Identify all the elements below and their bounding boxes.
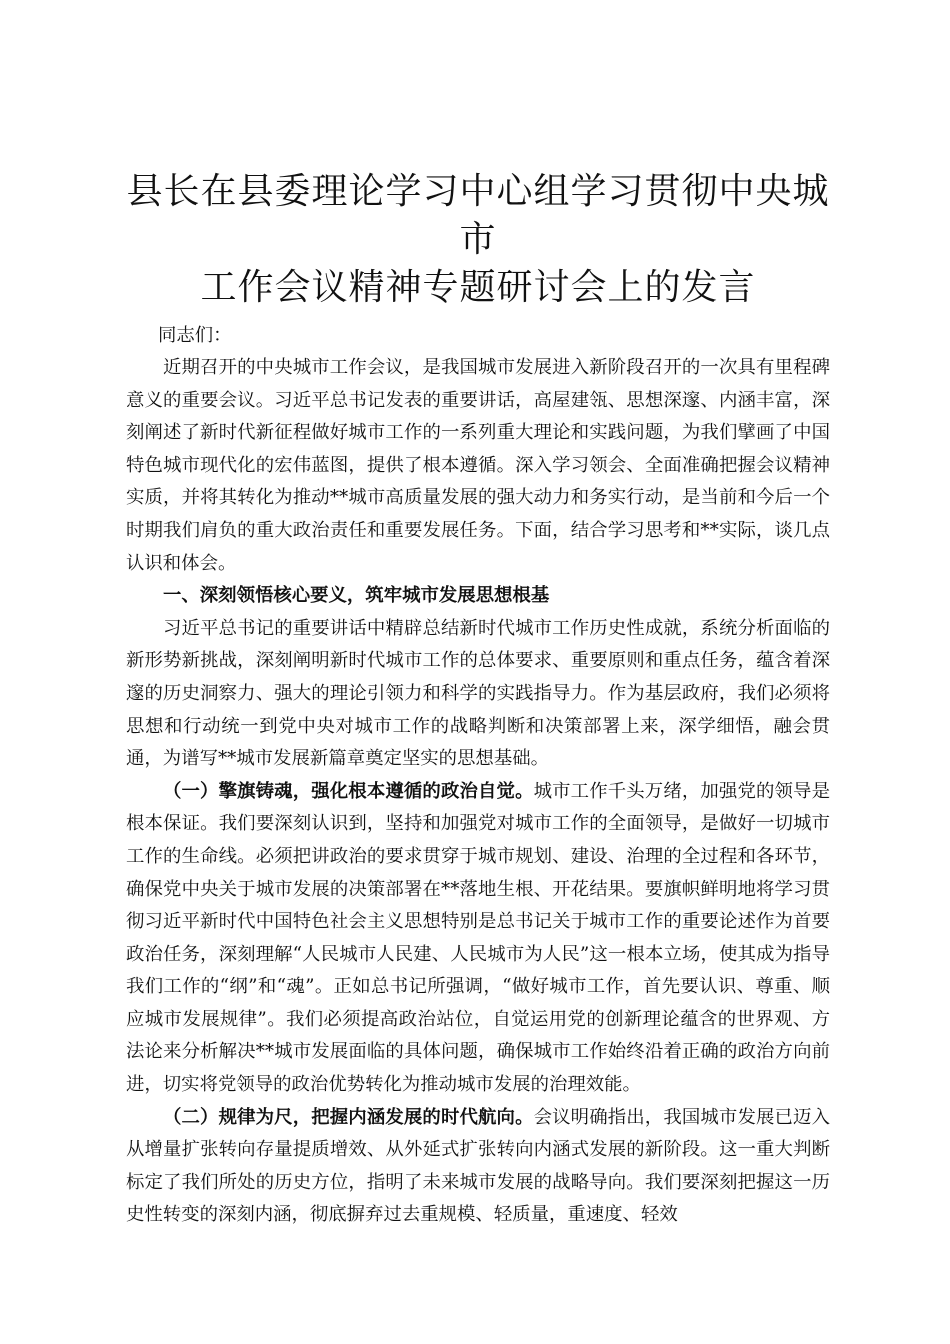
title-line-2: 工作会议精神专题研讨会上的发言 [200, 267, 756, 308]
subsection-1-paragraph [126, 776, 830, 1102]
section-1-heading: 一、深刻领悟核心要义，筑牢城市发展思想根基 [163, 585, 550, 607]
section-1-paragraph: 习近平总书记的重要讲话中精辟总结新时代城市工作历史性成就，系统分析面临的新形势新挑战，深刻阐明新时代城市工作的总体要求、重要原则和重点任务，蕴含着深邃的历史洞察力、强大的理论引领力和科学的实践指导力。作为基层政府，我们必须将思想和行动统一到党中央对城市工作的战略判断和决策部署上来，深学细悟，融会贯通，为谱写**城市发展新篇章奠定坚实的思想基础。 [126, 617, 830, 770]
subsection-1-lead: （一）擎旗铸魂，强化根本遵循的政治自觉。 [163, 780, 534, 802]
intro-paragraph: 近期召开的中央城市工作会议，是我国城市发展进入新阶段召开的一次具有里程碑意义的重要会议。习近平总书记发表的重要讲话，高屋建瓴、思想深邃、内涵丰富，深刻阐述了新时代新征程做好城市工作的一系列重大理论和实践问题，为我们擘画了中国特色城市现代化的宏伟蓝图，提供了根本遵循。深入学习领会、全面准确把握会议精神实质，并将其转化为推动**城市高质量发展的强大动力和务实行动，是当前和今后一个时期我们肩负的重大政治责任和重要发展任务。下面，结合学习思考和**实际，谈几点认识和体会。 [126, 357, 830, 574]
subsection-2-paragraph [126, 1102, 830, 1232]
subsection-2-body: 会议明确指出，我国城市发展已迈入从增量扩张转向存量提质增效、从外延式扩张转向内涵式发展的新阶段。这一重大判断标定了我们所处的历史方位，指明了未来城市发展的战略导向。我们要深刻把握这一历史性转变的深刻内涵，彻底摒弃过去重规模、轻质量，重速度、轻效 [126, 1106, 830, 1226]
salutation: 同志们： [158, 325, 232, 346]
title-line-1: 县长在县委理论学习中心组学习贯彻中央城市 [126, 171, 830, 260]
document-title [126, 168, 830, 312]
document-page [126, 168, 830, 1232]
subsection-1-body: 城市工作千头万绪，加强党的领导是根本保证。我们要深刻认识到，坚持和加强党对城市工作的全面领导，是做好一切城市工作的生命线。必须把讲政治的要求贯穿于城市规划、建设、治理的全过程和各环节，确保党中央关于城市发展的决策部署在**落地生根、开花结果。要旗帜鲜明地将学习贯彻习近平新时代中国特色社会主义思想特别是总书记关于城市工作的重要论述作为首要政治任务，深刻理解“人民城市人民建、人民城市为人民”这一根本立场，使其成为指导我们工作的“纲”和“魂”。正如总书记所强调，“做好城市工作，首先要认识、尊重、顺应城市发展规律”。我们必须提高政治站位，自觉运用党的创新理论蕴含的世界观、方法论来分析解决**城市发展面临的具体问题，确保城市工作始终沿着正确的政治方向前进，切实将党领导的政治优势转化为推动城市发展的治理效能。 [126, 780, 830, 1096]
subsection-2-lead: （二）规律为尺，把握内涵发展的时代航向。 [163, 1106, 534, 1128]
